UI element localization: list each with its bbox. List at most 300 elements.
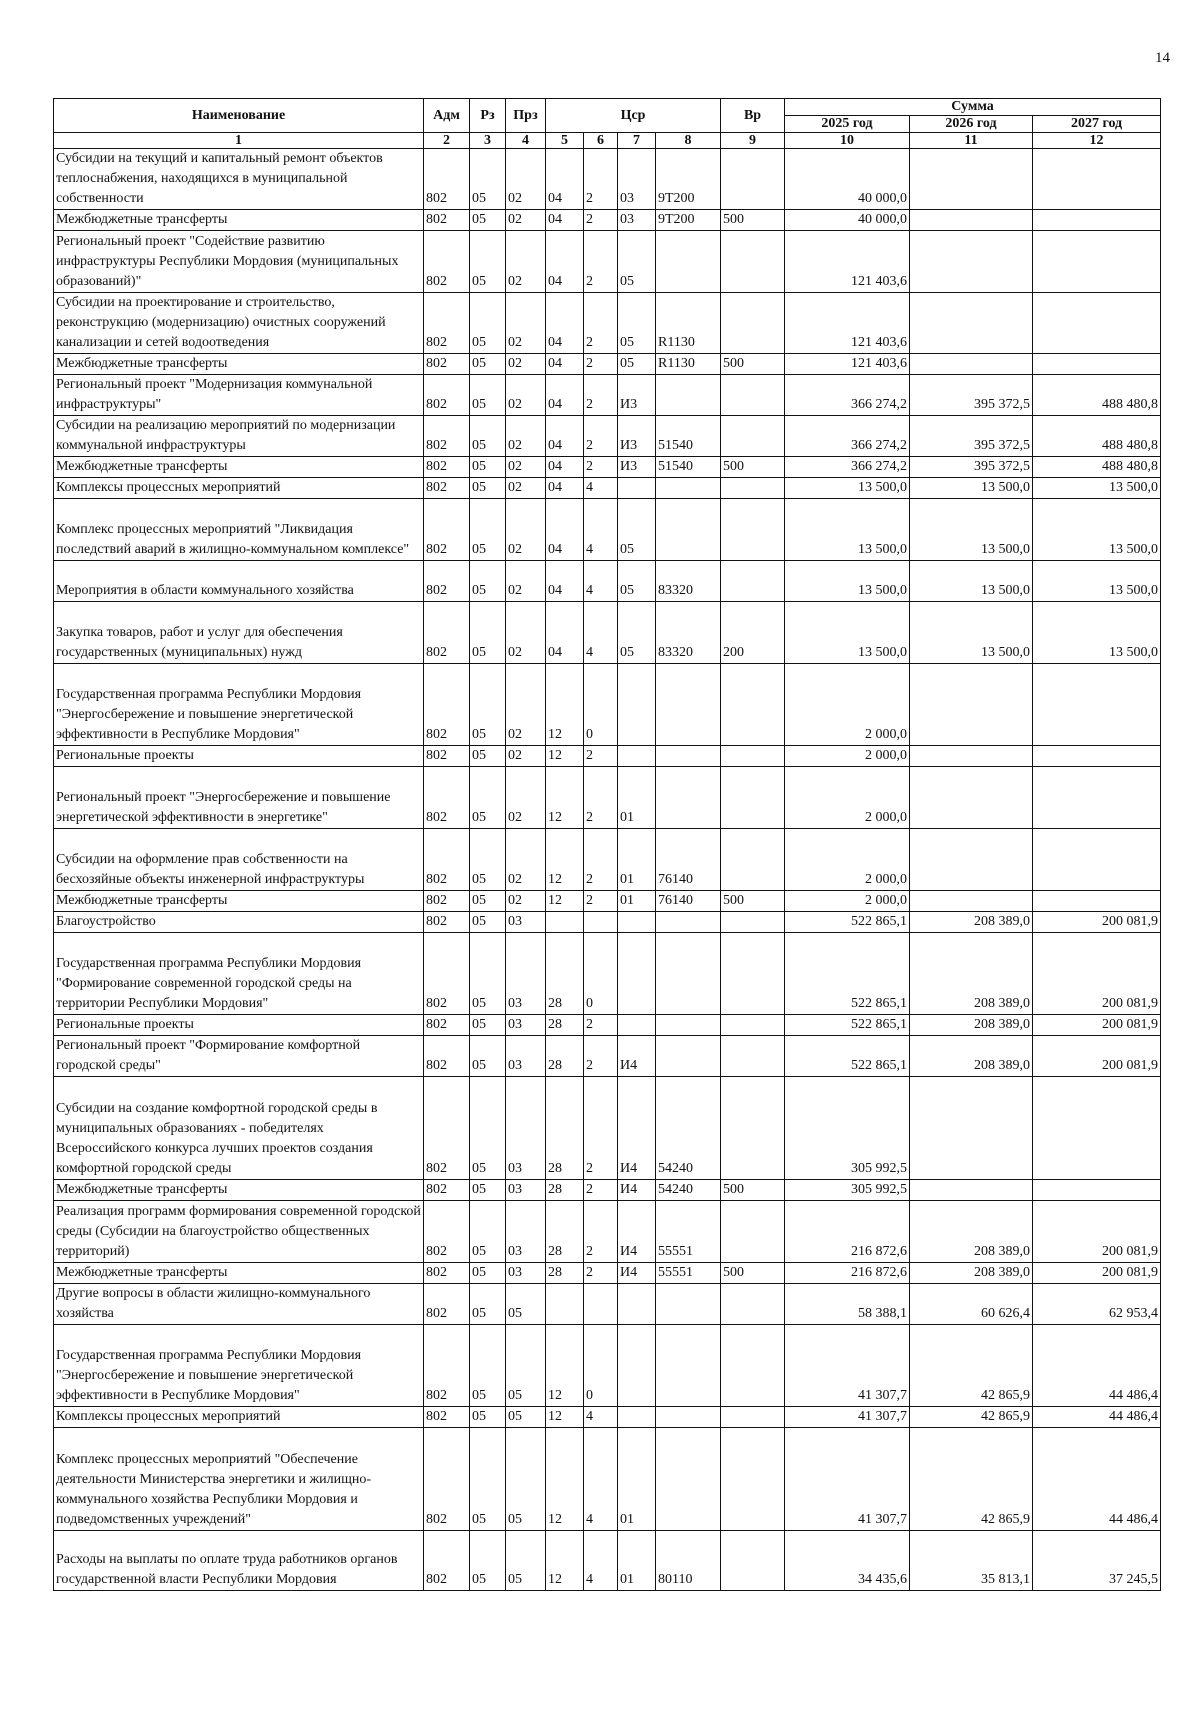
column-number: 11 — [910, 133, 1033, 149]
row-rz: 05 — [470, 210, 506, 231]
row-csr-direction — [656, 499, 721, 561]
row-csr-type: 2 — [584, 829, 618, 891]
row-adm: 802 — [424, 1428, 470, 1531]
row-sum-2025: 2 000,0 — [785, 891, 910, 912]
row-sum-2026: 42 865,9 — [910, 1407, 1033, 1428]
row-csr-direction — [656, 912, 721, 933]
table-row — [54, 891, 1161, 912]
row-rz: 05 — [470, 1428, 506, 1531]
row-sum-2025: 522 865,1 — [785, 933, 910, 1015]
row-csr-direction: 83320 — [656, 561, 721, 602]
row-adm: 802 — [424, 231, 470, 293]
row-csr-program: 12 — [546, 767, 584, 829]
row-csr-direction: 55551 — [656, 1263, 721, 1284]
table-row — [54, 829, 1161, 891]
row-sum-2025: 216 872,6 — [785, 1263, 910, 1284]
row-csr-element — [618, 746, 656, 767]
row-csr-direction — [656, 1036, 721, 1077]
row-sum-2027 — [1033, 746, 1161, 767]
row-adm: 802 — [424, 767, 470, 829]
row-vr — [721, 561, 785, 602]
column-number: 8 — [656, 133, 721, 149]
column-number: 6 — [584, 133, 618, 149]
table-row — [54, 457, 1161, 478]
row-csr-element: 01 — [618, 891, 656, 912]
row-name: Комплексы процессных мероприятий — [54, 478, 424, 499]
row-rz: 05 — [470, 1036, 506, 1077]
row-sum-2026: 13 500,0 — [910, 499, 1033, 561]
row-csr-element — [618, 1015, 656, 1036]
row-csr-direction — [656, 1325, 721, 1407]
row-sum-2027: 488 480,8 — [1033, 457, 1161, 478]
row-csr-direction: 76140 — [656, 829, 721, 891]
row-sum-2026 — [910, 891, 1033, 912]
row-csr-element: 01 — [618, 829, 656, 891]
row-vr — [721, 1407, 785, 1428]
column-number: 2 — [424, 133, 470, 149]
row-csr-direction: 51540 — [656, 457, 721, 478]
row-name: Региональный проект "Содействие развитию инфраструктуры Республики Мордовия (муниципальных образований)" — [54, 231, 424, 293]
row-csr-program: 04 — [546, 293, 584, 354]
row-prz: 02 — [506, 416, 546, 457]
row-adm: 802 — [424, 375, 470, 416]
row-sum-2026 — [910, 829, 1033, 891]
row-rz: 05 — [470, 293, 506, 354]
row-sum-2026 — [910, 354, 1033, 375]
row-vr — [721, 1284, 785, 1325]
table-row — [54, 375, 1161, 416]
row-csr-type: 2 — [584, 149, 618, 210]
row-vr — [721, 1201, 785, 1263]
row-adm: 802 — [424, 499, 470, 561]
row-sum-2026 — [910, 293, 1033, 354]
row-sum-2026: 35 813,1 — [910, 1531, 1033, 1591]
row-adm: 802 — [424, 149, 470, 210]
row-csr-program: 12 — [546, 1531, 584, 1591]
row-sum-2027: 200 081,9 — [1033, 1263, 1161, 1284]
row-adm: 802 — [424, 1531, 470, 1591]
row-sum-2026: 208 389,0 — [910, 933, 1033, 1015]
row-csr-type: 2 — [584, 1015, 618, 1036]
row-name: Мероприятия в области коммунального хозяйства — [54, 561, 424, 602]
row-csr-type: 4 — [584, 561, 618, 602]
row-sum-2025: 40 000,0 — [785, 149, 910, 210]
row-csr-element: И4 — [618, 1077, 656, 1180]
row-sum-2025: 522 865,1 — [785, 1036, 910, 1077]
row-name: Региональный проект "Формирование комфортной городской среды" — [54, 1036, 424, 1077]
row-sum-2026 — [910, 1077, 1033, 1180]
row-name: Расходы на выплаты по оплате труда работников органов государственной власти Республики Мордовия — [54, 1531, 424, 1591]
row-adm: 802 — [424, 746, 470, 767]
row-name: Межбюджетные трансферты — [54, 210, 424, 231]
row-sum-2026: 42 865,9 — [910, 1428, 1033, 1531]
row-csr-direction — [656, 767, 721, 829]
row-csr-type: 0 — [584, 1325, 618, 1407]
row-csr-element: И4 — [618, 1180, 656, 1201]
row-vr — [721, 149, 785, 210]
row-rz: 05 — [470, 1015, 506, 1036]
row-csr-program: 12 — [546, 1407, 584, 1428]
row-csr-direction: R1130 — [656, 354, 721, 375]
row-csr-program: 28 — [546, 1180, 584, 1201]
row-sum-2025: 13 500,0 — [785, 478, 910, 499]
row-sum-2026 — [910, 746, 1033, 767]
row-vr: 500 — [721, 1263, 785, 1284]
row-adm: 802 — [424, 1036, 470, 1077]
row-vr: 500 — [721, 354, 785, 375]
row-sum-2027 — [1033, 1077, 1161, 1180]
row-csr-element: И4 — [618, 1201, 656, 1263]
row-csr-type: 2 — [584, 210, 618, 231]
row-adm: 802 — [424, 1284, 470, 1325]
row-rz: 05 — [470, 767, 506, 829]
table-row — [54, 1263, 1161, 1284]
table-row — [54, 1015, 1161, 1036]
row-csr-program: 04 — [546, 478, 584, 499]
row-sum-2025: 305 992,5 — [785, 1077, 910, 1180]
row-csr-program: 04 — [546, 457, 584, 478]
row-csr-type — [584, 1284, 618, 1325]
row-sum-2025: 2 000,0 — [785, 829, 910, 891]
table-row — [54, 1284, 1161, 1325]
row-vr — [721, 746, 785, 767]
row-vr — [721, 1531, 785, 1591]
table-row — [54, 210, 1161, 231]
row-name: Субсидии на текущий и капитальный ремонт объектов теплоснабжения, находящихся в муниципальной собственности — [54, 149, 424, 210]
row-rz: 05 — [470, 1407, 506, 1428]
row-sum-2027: 200 081,9 — [1033, 933, 1161, 1015]
row-sum-2027: 488 480,8 — [1033, 375, 1161, 416]
row-csr-type: 0 — [584, 933, 618, 1015]
table-row — [54, 499, 1161, 561]
row-csr-type: 2 — [584, 767, 618, 829]
row-vr: 500 — [721, 457, 785, 478]
row-csr-type: 4 — [584, 1428, 618, 1531]
header-vr: Вр — [721, 99, 785, 133]
row-csr-program: 04 — [546, 561, 584, 602]
row-name: Межбюджетные трансферты — [54, 891, 424, 912]
row-csr-program: 28 — [546, 1015, 584, 1036]
row-sum-2027: 200 081,9 — [1033, 1015, 1161, 1036]
row-vr — [721, 912, 785, 933]
row-csr-element: 05 — [618, 231, 656, 293]
row-prz: 02 — [506, 149, 546, 210]
row-sum-2025: 121 403,6 — [785, 354, 910, 375]
row-prz: 03 — [506, 1015, 546, 1036]
row-csr-type: 2 — [584, 1263, 618, 1284]
column-number: 5 — [546, 133, 584, 149]
header-rz: Рз — [470, 99, 506, 133]
row-csr-direction — [656, 746, 721, 767]
table-row — [54, 912, 1161, 933]
row-prz: 03 — [506, 933, 546, 1015]
row-sum-2027 — [1033, 767, 1161, 829]
row-vr — [721, 231, 785, 293]
row-sum-2027: 13 500,0 — [1033, 499, 1161, 561]
row-prz: 03 — [506, 1077, 546, 1180]
row-sum-2026 — [910, 1180, 1033, 1201]
table-row — [54, 416, 1161, 457]
row-sum-2025: 366 274,2 — [785, 416, 910, 457]
row-csr-type: 2 — [584, 354, 618, 375]
row-csr-element: И3 — [618, 457, 656, 478]
row-csr-element: 03 — [618, 149, 656, 210]
row-csr-type: 2 — [584, 457, 618, 478]
row-vr — [721, 1015, 785, 1036]
row-prz: 02 — [506, 354, 546, 375]
row-prz: 02 — [506, 478, 546, 499]
column-number: 4 — [506, 133, 546, 149]
row-name: Комплексы процессных мероприятий — [54, 1407, 424, 1428]
table-row — [54, 746, 1161, 767]
row-prz: 02 — [506, 457, 546, 478]
row-csr-element — [618, 1407, 656, 1428]
row-sum-2026 — [910, 149, 1033, 210]
row-name: Комплекс процессных мероприятий "Обеспечение деятельности Министерства энергетики и жилищно-коммунального хозяйства Республики Мордовия и подведомственных учреждений" — [54, 1428, 424, 1531]
row-adm: 802 — [424, 829, 470, 891]
table-row — [54, 354, 1161, 375]
row-vr: 500 — [721, 210, 785, 231]
row-adm: 802 — [424, 293, 470, 354]
row-prz: 02 — [506, 829, 546, 891]
table-row — [54, 231, 1161, 293]
table-body — [54, 149, 1161, 1591]
column-number: 7 — [618, 133, 656, 149]
table-row — [54, 767, 1161, 829]
row-csr-program: 04 — [546, 354, 584, 375]
row-rz: 05 — [470, 1077, 506, 1180]
table-row — [54, 293, 1161, 354]
row-adm: 802 — [424, 1407, 470, 1428]
row-csr-type: 2 — [584, 293, 618, 354]
row-csr-element — [618, 933, 656, 1015]
row-adm: 802 — [424, 478, 470, 499]
row-sum-2025: 216 872,6 — [785, 1201, 910, 1263]
row-name: Субсидии на проектирование и строительство, реконструкцию (модернизацию) очистных сооружений канализации и сетей водоотведения — [54, 293, 424, 354]
row-sum-2027 — [1033, 293, 1161, 354]
row-name: Государственная программа Республики Мордовия "Энергосбережение и повышение энергетической эффективности в Республике Мордовия" — [54, 664, 424, 746]
row-sum-2026: 208 389,0 — [910, 1015, 1033, 1036]
row-sum-2027: 13 500,0 — [1033, 561, 1161, 602]
row-csr-element: 01 — [618, 1531, 656, 1591]
row-sum-2026: 208 389,0 — [910, 912, 1033, 933]
row-csr-program: 28 — [546, 1263, 584, 1284]
row-csr-element — [618, 478, 656, 499]
row-sum-2027: 200 081,9 — [1033, 1036, 1161, 1077]
header-year-2026: 2026 год — [910, 116, 1033, 133]
row-rz: 05 — [470, 912, 506, 933]
row-csr-type: 2 — [584, 231, 618, 293]
row-prz: 03 — [506, 1201, 546, 1263]
row-csr-program: 28 — [546, 1036, 584, 1077]
row-csr-program: 28 — [546, 1077, 584, 1180]
header-adm: Адм — [424, 99, 470, 133]
row-vr — [721, 293, 785, 354]
row-rz: 05 — [470, 149, 506, 210]
header-year-2027: 2027 год — [1033, 116, 1161, 133]
header-prz: Прз — [506, 99, 546, 133]
row-csr-program: 28 — [546, 1201, 584, 1263]
table-row — [54, 602, 1161, 664]
row-prz: 05 — [506, 1407, 546, 1428]
row-vr: 500 — [721, 891, 785, 912]
row-csr-element: 05 — [618, 499, 656, 561]
row-name: Межбюджетные трансферты — [54, 1180, 424, 1201]
row-name: Субсидии на создание комфортной городской среды в муниципальных образованиях - победителях Всероссийского конкурса лучших проектов создания комфортной городской среды — [54, 1077, 424, 1180]
row-sum-2026: 395 372,5 — [910, 375, 1033, 416]
row-csr-type: 2 — [584, 746, 618, 767]
row-name: Государственная программа Республики Мордовия "Энергосбережение и повышение энергетической эффективности в Республике Мордовия" — [54, 1325, 424, 1407]
row-csr-program: 04 — [546, 231, 584, 293]
row-prz: 03 — [506, 1036, 546, 1077]
row-name: Межбюджетные трансферты — [54, 1263, 424, 1284]
row-sum-2026 — [910, 231, 1033, 293]
header-csr: Цср — [546, 99, 721, 133]
row-rz: 05 — [470, 416, 506, 457]
row-csr-direction — [656, 231, 721, 293]
row-sum-2025: 41 307,7 — [785, 1407, 910, 1428]
row-rz: 05 — [470, 664, 506, 746]
row-prz: 03 — [506, 1263, 546, 1284]
row-csr-type — [584, 912, 618, 933]
row-sum-2026: 13 500,0 — [910, 602, 1033, 664]
row-vr: 500 — [721, 1180, 785, 1201]
row-csr-program: 04 — [546, 602, 584, 664]
row-csr-type: 4 — [584, 478, 618, 499]
row-csr-element: 05 — [618, 602, 656, 664]
row-adm: 802 — [424, 933, 470, 1015]
row-csr-element — [618, 1325, 656, 1407]
row-name: Межбюджетные трансферты — [54, 354, 424, 375]
row-prz: 02 — [506, 746, 546, 767]
row-csr-element: 01 — [618, 767, 656, 829]
row-rz: 05 — [470, 1325, 506, 1407]
row-sum-2025: 13 500,0 — [785, 561, 910, 602]
row-sum-2027: 37 245,5 — [1033, 1531, 1161, 1591]
table-row — [54, 561, 1161, 602]
row-rz: 05 — [470, 457, 506, 478]
row-sum-2027 — [1033, 1180, 1161, 1201]
header-name: Наименование — [54, 99, 424, 133]
row-adm: 802 — [424, 1263, 470, 1284]
row-sum-2025: 121 403,6 — [785, 231, 910, 293]
table-row — [54, 1201, 1161, 1263]
row-sum-2026: 208 389,0 — [910, 1036, 1033, 1077]
row-csr-type: 4 — [584, 1531, 618, 1591]
row-sum-2027: 62 953,4 — [1033, 1284, 1161, 1325]
row-sum-2025: 41 307,7 — [785, 1428, 910, 1531]
row-csr-direction: 9Т200 — [656, 149, 721, 210]
row-csr-program: 28 — [546, 933, 584, 1015]
row-csr-program — [546, 1284, 584, 1325]
row-csr-element: И4 — [618, 1036, 656, 1077]
row-adm: 802 — [424, 457, 470, 478]
row-csr-program: 04 — [546, 375, 584, 416]
row-sum-2025: 2 000,0 — [785, 664, 910, 746]
row-csr-direction: R1130 — [656, 293, 721, 354]
row-csr-type: 2 — [584, 1201, 618, 1263]
row-csr-element: 01 — [618, 1428, 656, 1531]
table-row — [54, 1531, 1161, 1591]
row-sum-2025: 41 307,7 — [785, 1325, 910, 1407]
row-rz: 05 — [470, 746, 506, 767]
row-csr-direction — [656, 1284, 721, 1325]
row-adm: 802 — [424, 912, 470, 933]
row-vr — [721, 499, 785, 561]
row-vr — [721, 1077, 785, 1180]
column-number: 9 — [721, 133, 785, 149]
row-csr-program: 12 — [546, 829, 584, 891]
row-prz: 05 — [506, 1325, 546, 1407]
row-sum-2027 — [1033, 231, 1161, 293]
table-row — [54, 478, 1161, 499]
row-vr — [721, 829, 785, 891]
row-name: Благоустройство — [54, 912, 424, 933]
row-sum-2026: 42 865,9 — [910, 1325, 1033, 1407]
row-csr-element: 05 — [618, 561, 656, 602]
row-sum-2025: 2 000,0 — [785, 746, 910, 767]
row-prz: 02 — [506, 499, 546, 561]
row-vr — [721, 767, 785, 829]
row-csr-element — [618, 1284, 656, 1325]
row-prz: 02 — [506, 891, 546, 912]
row-sum-2027: 200 081,9 — [1033, 1201, 1161, 1263]
row-rz: 05 — [470, 478, 506, 499]
table-row — [54, 1407, 1161, 1428]
row-rz: 05 — [470, 231, 506, 293]
column-numbers-row — [54, 133, 1161, 149]
row-prz: 02 — [506, 767, 546, 829]
row-name: Региональный проект "Модернизация коммунальной инфраструктуры" — [54, 375, 424, 416]
row-csr-direction — [656, 375, 721, 416]
row-rz: 05 — [470, 891, 506, 912]
row-prz: 02 — [506, 561, 546, 602]
row-adm: 802 — [424, 1325, 470, 1407]
table-row — [54, 149, 1161, 210]
row-csr-type: 2 — [584, 375, 618, 416]
row-sum-2027 — [1033, 829, 1161, 891]
row-sum-2025: 40 000,0 — [785, 210, 910, 231]
row-prz: 03 — [506, 912, 546, 933]
row-prz: 05 — [506, 1428, 546, 1531]
row-rz: 05 — [470, 829, 506, 891]
row-adm: 802 — [424, 602, 470, 664]
row-csr-program: 04 — [546, 499, 584, 561]
row-adm: 802 — [424, 354, 470, 375]
column-number: 10 — [785, 133, 910, 149]
row-prz: 02 — [506, 293, 546, 354]
row-rz: 05 — [470, 602, 506, 664]
table-row — [54, 1036, 1161, 1077]
row-csr-program: 12 — [546, 1325, 584, 1407]
row-csr-element: И3 — [618, 416, 656, 457]
row-csr-direction: 55551 — [656, 1201, 721, 1263]
row-sum-2025: 121 403,6 — [785, 293, 910, 354]
row-name: Региональные проекты — [54, 746, 424, 767]
row-adm: 802 — [424, 416, 470, 457]
row-sum-2027: 44 486,4 — [1033, 1325, 1161, 1407]
row-csr-program: 12 — [546, 746, 584, 767]
row-csr-direction: 54240 — [656, 1077, 721, 1180]
row-sum-2026: 13 500,0 — [910, 478, 1033, 499]
row-sum-2025: 34 435,6 — [785, 1531, 910, 1591]
budget-table — [53, 98, 1161, 1591]
row-adm: 802 — [424, 561, 470, 602]
row-sum-2025: 13 500,0 — [785, 602, 910, 664]
row-prz: 05 — [506, 1531, 546, 1591]
row-vr — [721, 416, 785, 457]
row-sum-2027: 44 486,4 — [1033, 1407, 1161, 1428]
